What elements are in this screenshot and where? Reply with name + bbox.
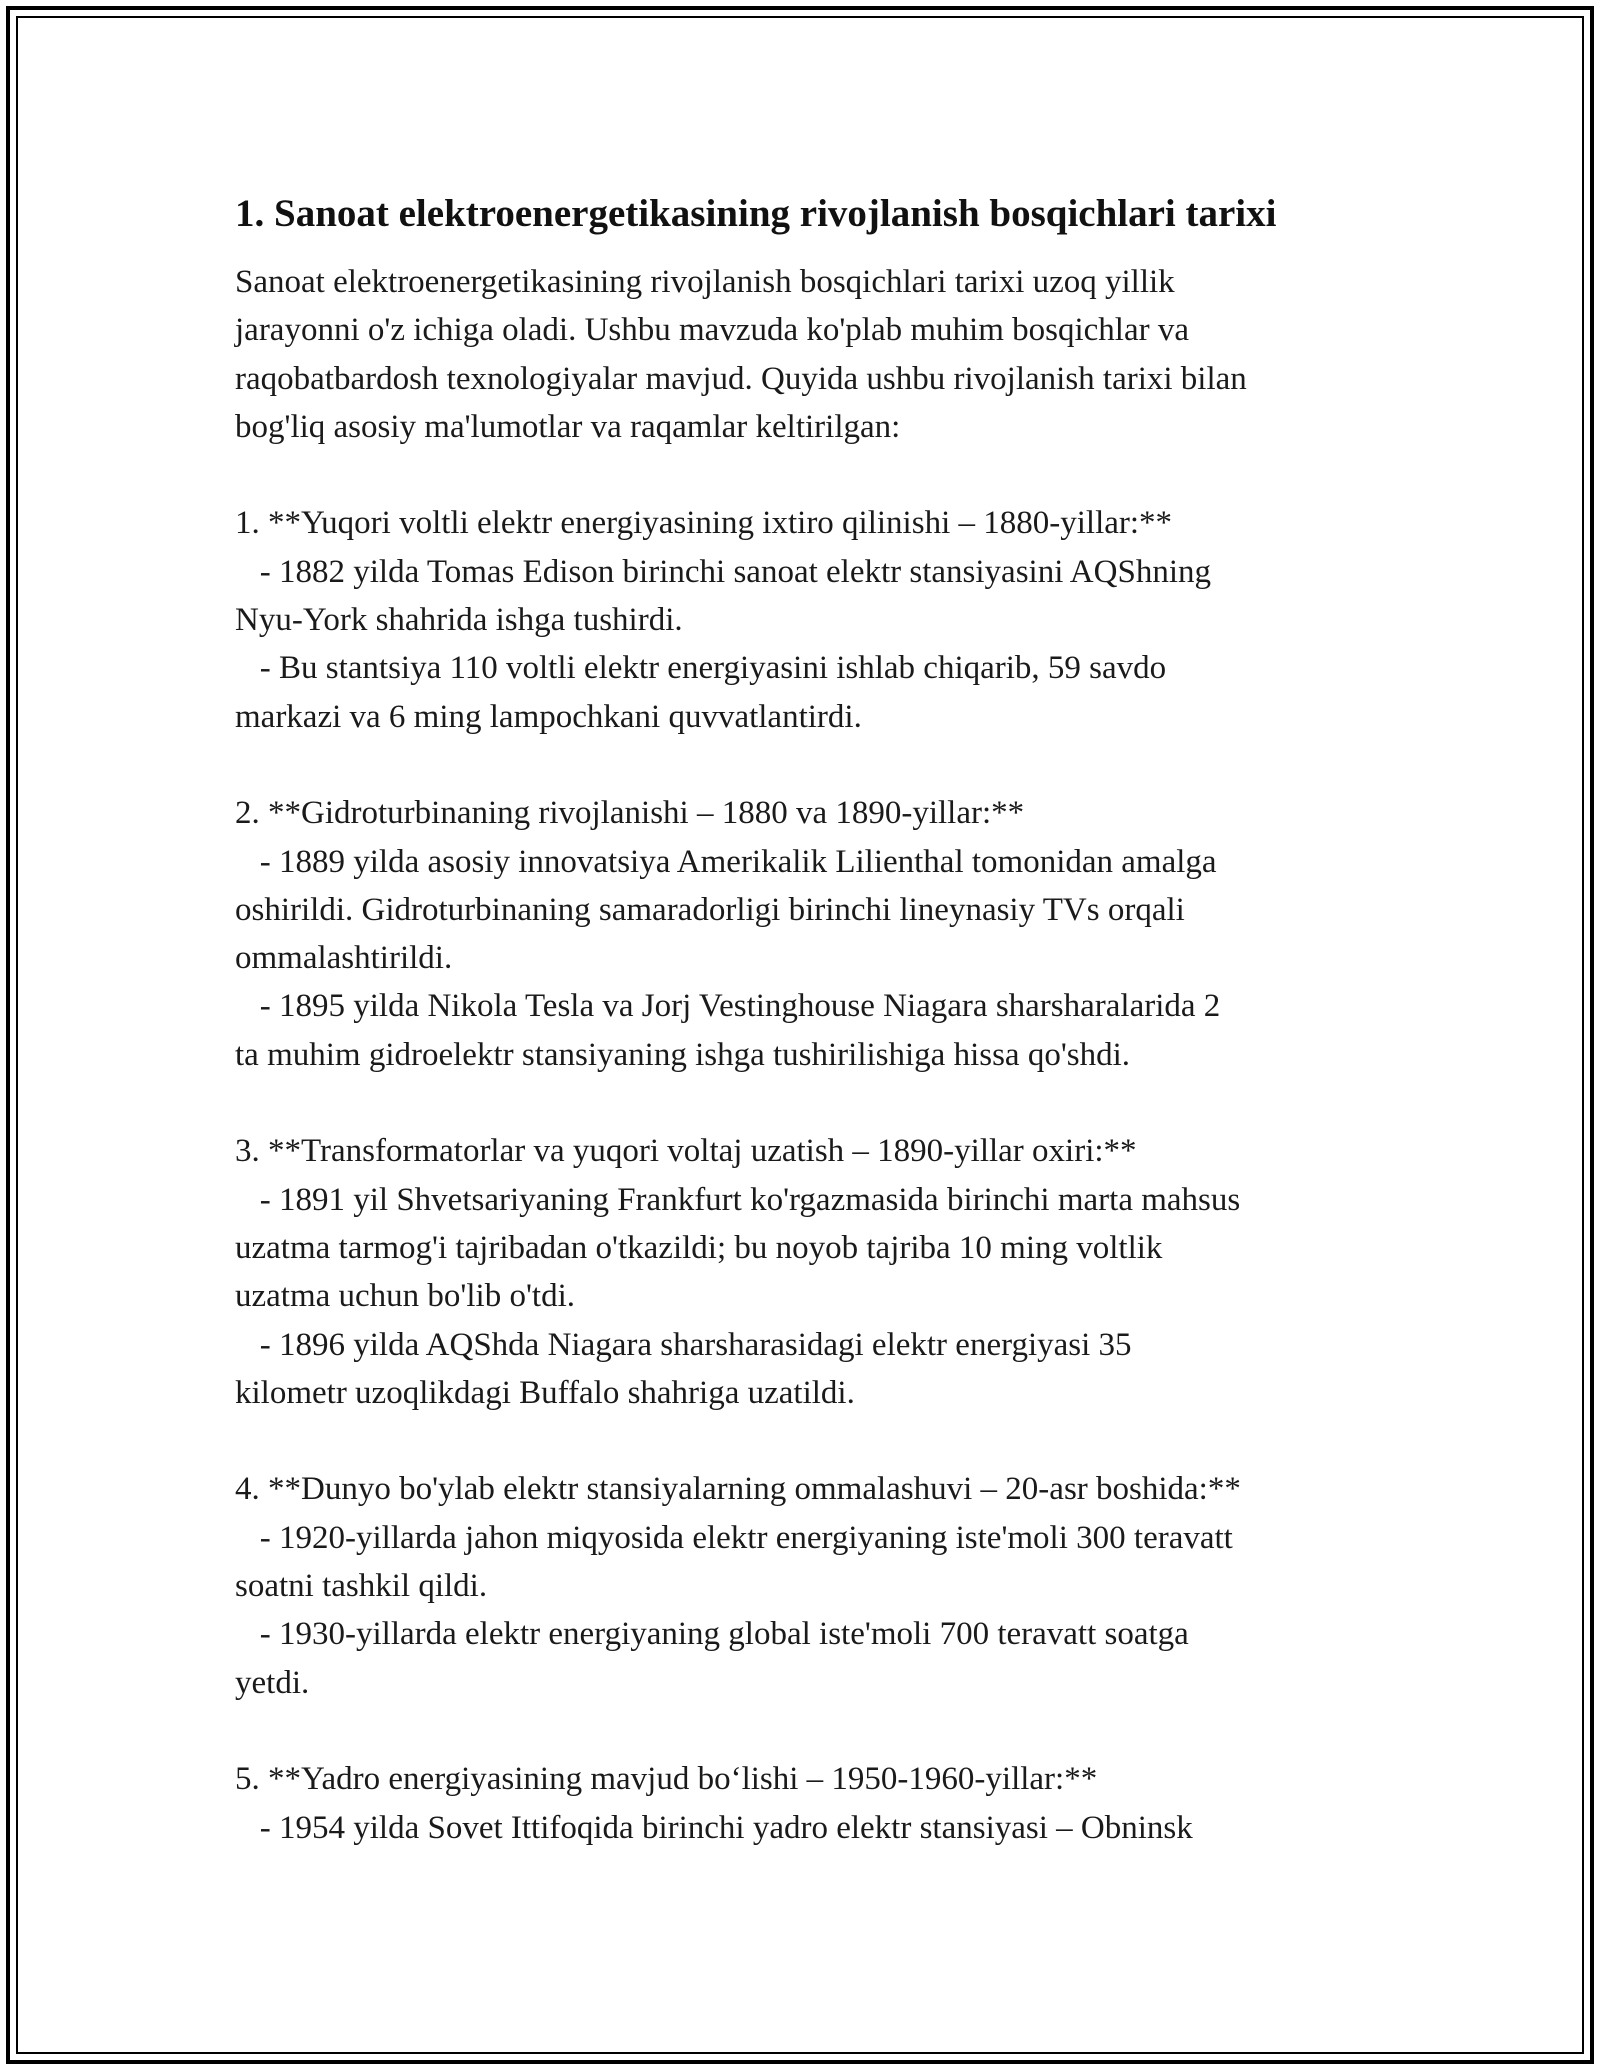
section-heading: 3. **Transformatorlar va yuqori voltaj uzatish – 1890-yillar oxiri:** [235,1133,1137,1170]
paragraph-gap [235,1079,1365,1127]
section-line: Nyu-York shahrida ishga tushirdi. [235,602,683,639]
section-line: uzatma uchun bo'lib o'tdi. [235,1278,575,1315]
section-5 [235,1755,1365,1852]
paragraph-gap [235,1417,1365,1465]
section-line: uzatma tarmog'i tajribadan o'tkazildi; bu noyob tajriba 10 ming voltlik [235,1229,1163,1266]
section-line: - 1895 yilda Nikola Tesla va Jorj Vestinghouse Niagara sharsharalarida 2 [235,988,1221,1025]
section-line: - 1920-yillarda jahon miqyosida elektr energiyaning iste'moli 300 teravatt [235,1519,1233,1556]
section-4 [235,1465,1365,1755]
section-line: - 1954 yilda Sovet Ittifoqida birinchi yadro elektr stansiyasi – Obninsk [235,1809,1193,1846]
document-title: 1. Sanoat elektroenergetikasining rivojlanish bosqichlari tarixi [235,192,1277,235]
section-line: yetdi. [235,1664,310,1701]
paragraph-gap [235,451,1365,499]
section-line: markazi va 6 ming lampochkani quvvatlantirdi. [235,698,862,735]
section-line: - 1889 yilda asosiy innovatsiya Amerikalik Lilienthal tomonidan amalga [235,843,1217,880]
section-line: - 1930-yillarda elektr energiyaning global iste'moli 700 teravatt soatga [235,1616,1189,1653]
section-line: ta muhim gidroelektr stansiyaning ishga tushirilishiga hissa qo'shdi. [235,1036,1131,1073]
section-line: kilometr uzoqlikdagi Buffalo shahriga uzatildi. [235,1374,855,1411]
section-heading: 4. **Dunyo bo'ylab elektr stansiyalarning ommalashuvi – 20-asr boshida:** [235,1471,1241,1508]
section-3 [235,1127,1365,1465]
intro-paragraph [235,258,1365,499]
section-line: - 1891 yil Shvetsariyaning Frankfurt ko'rgazmasida birinchi marta mahsus [235,1181,1241,1218]
paragraph-gap [235,1707,1365,1755]
document-body [235,190,1365,1852]
intro-line: jarayonni o'z ichiga oladi. Ushbu mavzuda ko'plab muhim bosqichlar va [235,312,1189,349]
intro-line: raqobatbardosh texnologiyalar mavjud. Quyida ushbu rivojlanish tarixi bilan [235,360,1247,397]
section-line: - Bu stantsiya 110 voltli elektr energiyasini ishlab chiqarib, 59 savdo [235,650,1167,687]
section-heading: 1. **Yuqori voltli elektr energiyasining ixtiro qilinishi – 1880-yillar:** [235,505,1173,542]
intro-line: Sanoat elektroenergetikasining rivojlanish bosqichlari tarixi uzoq yillik [235,264,1175,300]
section-heading: 2. **Gidroturbinaning rivojlanishi – 1880 va 1890-yillar:** [235,795,1025,832]
section-line: - 1896 yilda AQShda Niagara sharsharasidagi elektr energiyasi 35 [235,1326,1132,1363]
intro-line: bog'liq asosiy ma'lumotlar va raqamlar keltirilgan: [235,408,901,445]
section-1 [235,499,1365,789]
section-2 [235,789,1365,1127]
section-line: soatni tashkil qildi. [235,1568,488,1605]
section-line: oshirildi. Gidroturbinaning samaradorligi birinchi lineynasiy TVs orqali [235,891,1185,928]
section-line: - 1882 yilda Tomas Edison birinchi sanoat elektr stansiyasini AQShning [235,553,1211,590]
section-heading: 5. **Yadro energiyasining mavjud bo‘lishi – 1950-1960-yillar:** [235,1761,1098,1798]
paragraph-gap [235,741,1365,789]
section-line: ommalashtirildi. [235,940,453,977]
